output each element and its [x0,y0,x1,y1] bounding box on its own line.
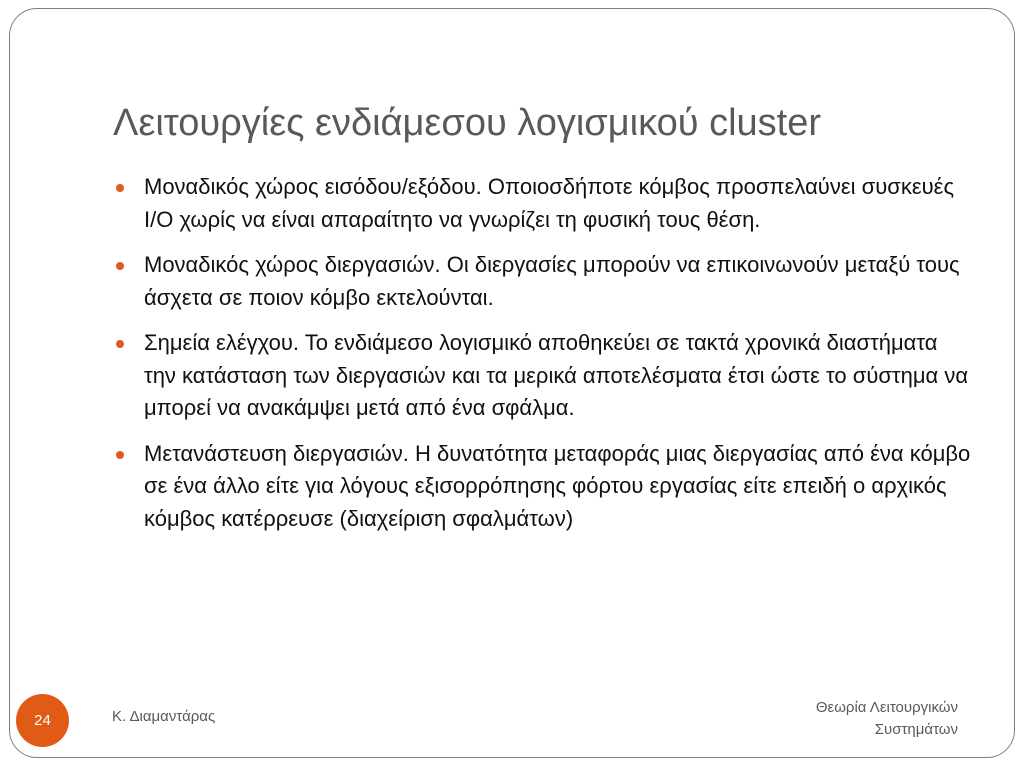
slide-title: Λειτουργίες ενδιάμεσου λογισμικού cluster [113,102,822,144]
bullet-dot-icon [116,262,124,270]
bullet-dot-icon [116,184,124,192]
bullet-text: Σημεία ελέγχου. Το ενδιάμεσο λογισμικό αποθηκεύει σε τακτά χρονικά διαστήματα την κατάσταση των διεργασιών και τα μερικά αποτελέσματα έτσι ώστε το σύστημα να μπορεί να ανακάμψει μετά από ένα σφάλμα. [144,330,969,420]
bullet-dot-icon [116,340,124,348]
bullet-item [113,171,973,236]
bullet-list [113,171,973,548]
bullet-text: Μοναδικός χώρος διεργασιών. Οι διεργασίες μπορούν να επικοινωνούν μεταξύ τους άσχετα σε ποιον κόμβο εκτελούνται. [144,252,960,310]
footer-course-line2: Συστημάτων [874,721,958,738]
bullet-text: Μοναδικός χώρος εισόδου/εξόδου. Οποιοσδήποτε κόμβος προσπελαύνει συσκευές I/O χωρίς να είναι απαραίτητο να γνωρίζει τη φυσική τους θέση. [144,174,955,232]
page-number-badge: 24 [16,694,69,747]
bullet-dot-icon [116,451,124,459]
bullet-text: Μετανάστευση διεργασιών. Η δυνατότητα μεταφοράς μιας διεργασίας από ένα κόμβο σε ένα άλλο είτε για λόγους εξισορρόπησης φόρτου εργασίας είτε επειδή ο αρχικός κόμβος κατέρρευσε (διαχείριση σφαλμάτων) [144,440,971,531]
bullet-item [113,327,973,425]
footer-course-title [816,697,958,741]
bullet-item [113,249,973,314]
footer-course-line1: Θεωρία Λειτουργικών [815,699,958,716]
bullet-item [113,438,973,536]
footer-author: Κ. Διαμαντάρας [112,708,216,725]
